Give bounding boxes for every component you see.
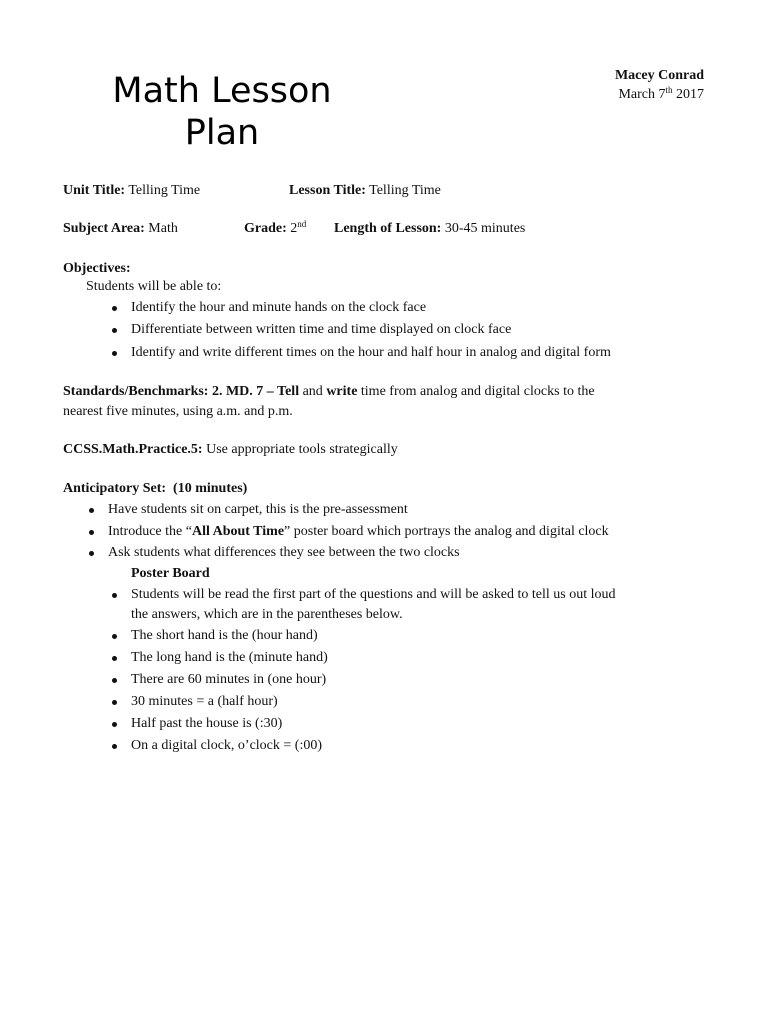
poster-item: 30 minutes = a (half hour) xyxy=(131,694,278,709)
lesson-title-value: Telling Time xyxy=(365,183,441,198)
objective-item: Identify the hour and minute hands on the clock face xyxy=(131,300,427,315)
objectives-intro: Students will be able to: xyxy=(86,279,222,294)
grade-value: 2 xyxy=(286,221,298,236)
lesson-date xyxy=(615,85,704,104)
subject-area-row xyxy=(63,219,178,239)
bullet-icon xyxy=(112,351,117,356)
anticipatory-item: Have students sit on carpet, this is the pre-assessment xyxy=(108,502,408,517)
standards-and: and xyxy=(299,384,327,399)
lesson-title-row xyxy=(289,181,441,201)
ccss-value: Use appropriate tools strategically xyxy=(202,442,398,457)
page-title xyxy=(92,70,352,154)
subject-area-value: Math xyxy=(144,221,178,236)
bullet-icon xyxy=(112,634,117,639)
bullet-icon xyxy=(89,530,94,535)
bullet-icon xyxy=(112,328,117,333)
poster-item: The long hand is the (minute hand) xyxy=(131,650,328,665)
bullet-icon xyxy=(112,593,117,598)
bullet-icon xyxy=(112,656,117,661)
title-line-2: Plan xyxy=(184,113,260,153)
anticipatory-item xyxy=(108,522,609,542)
bullet-icon xyxy=(112,744,117,749)
anticipatory-heading xyxy=(63,479,247,499)
poster-item: There are 60 minutes in (one hour) xyxy=(131,672,327,687)
poster-item: Half past the house is (:30) xyxy=(131,716,283,731)
poster-item: On a digital clock, o’clock = (:00) xyxy=(131,738,323,753)
ccss-label: CCSS.Math.Practice.5: xyxy=(63,442,203,457)
poster-item-line-2: the answers, which are in the parentheses below. xyxy=(131,607,403,622)
poster-board-heading xyxy=(131,564,210,584)
length-label: Length of Lesson: xyxy=(334,221,442,236)
poster-board-heading-text: Poster Board xyxy=(131,566,210,581)
anticipatory-item: Ask students what differences they see between the two clocks xyxy=(108,545,460,560)
standards-write: write xyxy=(326,384,358,399)
standards-line-2: nearest five minutes, using a.m. and p.m. xyxy=(63,404,293,419)
objective-item: Identify and write different times on the hour and half hour in analog and digital form xyxy=(131,345,611,360)
standards-label: Standards/Benchmarks: 2. MD. 7 – Tell xyxy=(63,384,300,399)
poster-item-line-1: Students will be read the first part of the questions and will be asked to tell us out loud xyxy=(131,587,616,602)
bullet-icon xyxy=(112,678,117,683)
objectives-heading xyxy=(63,259,131,279)
standards-rest: time from analog and digital clocks to the xyxy=(357,384,595,399)
unit-title-row xyxy=(63,181,200,201)
date-ordinal: th xyxy=(665,85,673,95)
unit-title-label: Unit Title: xyxy=(63,183,126,198)
author-name: Macey Conrad xyxy=(614,68,704,83)
poster-item: The short hand is the (hour hand) xyxy=(131,628,318,643)
bullet-icon xyxy=(112,722,117,727)
grade-row xyxy=(244,219,306,239)
standards-line-1 xyxy=(63,382,595,402)
date-text: March 7 xyxy=(618,87,666,102)
subject-area-label: Subject Area: xyxy=(63,221,145,236)
author-block xyxy=(615,66,704,104)
objectives-heading-text: Objectives: xyxy=(63,261,131,276)
bullet-icon xyxy=(89,508,94,513)
anticipatory-item2-bold: All About Time xyxy=(191,524,285,539)
ccss-row xyxy=(63,440,398,460)
lesson-title-label: Lesson Title: xyxy=(289,183,366,198)
unit-title-value: Telling Time xyxy=(125,183,201,198)
bullet-icon xyxy=(89,551,94,556)
grade-label: Grade: xyxy=(244,221,287,236)
date-year: 2017 xyxy=(672,87,704,102)
bullet-icon xyxy=(112,700,117,705)
anticipatory-heading-text: Anticipatory Set: (10 minutes) xyxy=(63,481,248,496)
grade-ordinal: nd xyxy=(297,219,307,229)
title-line-1: Math Lesson xyxy=(112,71,332,111)
length-value: 30-45 minutes xyxy=(441,221,526,236)
length-row xyxy=(334,219,525,239)
objective-item: Differentiate between written time and time displayed on clock face xyxy=(131,322,512,337)
anticipatory-item2-post: ” poster board which portrays the analog and digital clock xyxy=(284,524,609,539)
bullet-icon xyxy=(112,306,117,311)
anticipatory-item2-pre: Introduce the “ xyxy=(108,524,192,539)
